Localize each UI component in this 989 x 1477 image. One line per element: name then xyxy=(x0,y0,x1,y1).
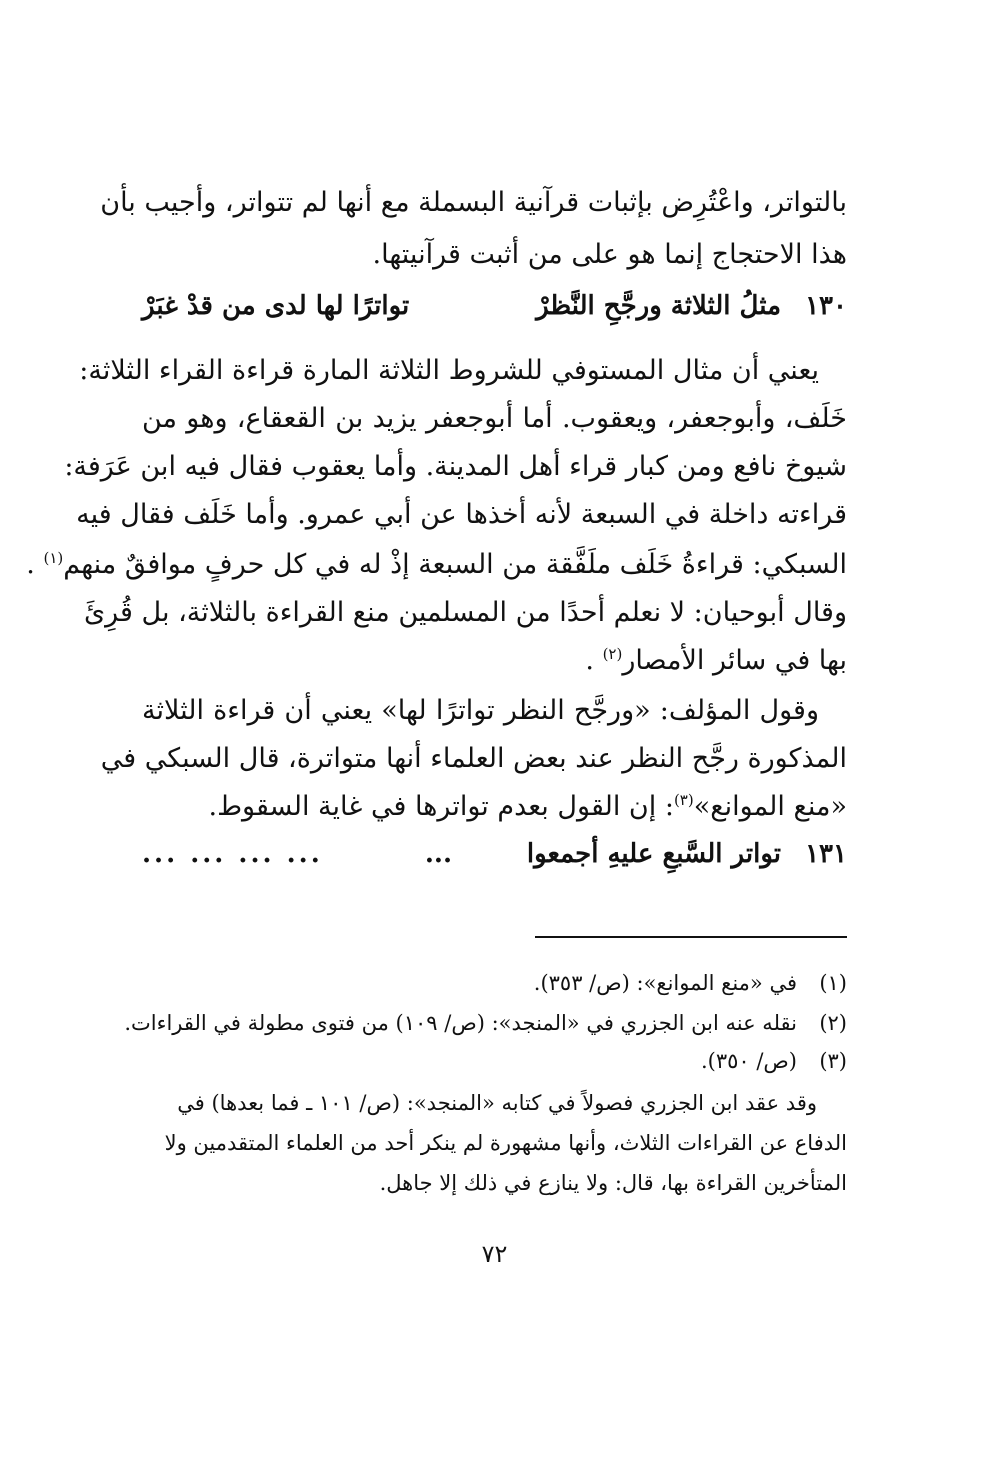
text-line: وقال أبوحيان: لا نعلم أحدًا من المسلمين منع القراءة بالثلاثة، بل قُرِئَ xyxy=(84,597,847,628)
text-line: المذكورة رجَّح النظر عند بعض العلماء أنها متواترة، قال السبكي في xyxy=(100,743,847,774)
page-number: ٧٢ xyxy=(481,1240,508,1268)
footnote-ref: (١) xyxy=(43,549,64,567)
line-text: بها في سائر الأمصار xyxy=(622,645,847,676)
text-line xyxy=(142,690,819,732)
verse-ellipsis: ... xyxy=(424,839,452,869)
verse-hemistich-second: تواترًا لها لدى من قدْ غبَرْ xyxy=(142,291,410,321)
period: . xyxy=(585,645,594,676)
text-line: خَلَف، وأبوجعفر، ويعقوب. أما أبوجعفر يزيد بن القعقاع، وهو من xyxy=(142,403,847,434)
text-line xyxy=(142,786,847,828)
text-line xyxy=(26,544,847,586)
footnote-continuation: الدفاع عن القراءات الثلاث، وأنها مشهورة لم ينكر أحد من العلماء المتقدمين ولا xyxy=(164,1131,847,1155)
verse-hemistich-second: ... ... ... ... xyxy=(142,839,323,869)
text-line: شيوخ نافع ومن كبار قراء أهل المدينة. وأما يعقوب فقال فيه ابن عَرَفة: xyxy=(64,451,847,482)
verse-131 xyxy=(142,832,847,876)
quoted-title: «منع الموانع» xyxy=(693,791,847,822)
line-text: السبكي: قراءةُ خَلَف ملَفَّقة من السبعة إذْ له في كل حرفٍ موافقٌ منهم xyxy=(63,549,847,580)
verse-number: ١٣٠ xyxy=(805,291,847,321)
footnote-number: (٣) xyxy=(819,1049,847,1073)
footnote-text: في «منع الموانع»: (ص/ ٣٥٣). xyxy=(533,971,797,995)
text-line: هذا الاحتجاج إنما هو على من أثبت قرآنيتها. xyxy=(372,239,847,270)
verse-hemistich-first: مثلُ الثلاثة ورجَّحِ النَّظرْ xyxy=(536,291,781,321)
footnote-number: (٢) xyxy=(819,1011,847,1035)
verse-number: ١٣١ xyxy=(805,839,847,869)
footnote-continuation: المتأخرين القراءة بها، قال: ولا ينازع في ذلك إلا جاهل. xyxy=(379,1171,847,1195)
footnote-continuation: وقد عقد ابن الجزري فصولاً في كتابه «المنجد»: (ص/ ١٠١ ـ فما بعدها) في xyxy=(177,1091,817,1115)
footnote-text: (ص/ ٣٥٠). xyxy=(700,1049,797,1073)
text-line xyxy=(79,350,819,392)
verse-130 xyxy=(142,284,847,328)
footnote-ref: (٣) xyxy=(673,791,694,809)
paragraph-start: يعني أن مثال المستوفي للشروط الثلاثة المارة قراءة القراء الثلاثة: xyxy=(79,355,819,386)
footnote-ref: (٢) xyxy=(602,645,623,663)
line-text: : إن القول بعدم تواترها في غاية السقوط. xyxy=(208,791,674,822)
footnote xyxy=(142,966,847,1000)
footnote-number: (١) xyxy=(819,971,847,995)
text-line: قراءته داخلة في السبعة لأنه أخذها عن أبي عمرو. وأما خَلَف فقال فيه xyxy=(76,499,847,530)
footnote-text: نقله عنه ابن الجزري في «المنجد»: (ص/ ١٠٩) من فتوى مطولة في القراءات. xyxy=(124,1011,797,1035)
text-line: بالتواتر، واعْتُرِض بإثبات قرآنية البسملة مع أنها لم تتواتر، وأجيب بأن xyxy=(100,187,847,218)
verse-hemistich-first: تواتر السَّبعِ عليهِ أجمعوا xyxy=(526,839,781,869)
footnote-separator xyxy=(535,936,847,938)
footnote xyxy=(142,1044,847,1078)
paragraph-start: وقول المؤلف: «ورجَّح النظر تواترًا لها» يعني أن قراءة الثلاثة xyxy=(142,695,819,726)
text-line xyxy=(142,640,847,682)
period: . xyxy=(26,549,35,580)
footnote xyxy=(124,1006,847,1040)
